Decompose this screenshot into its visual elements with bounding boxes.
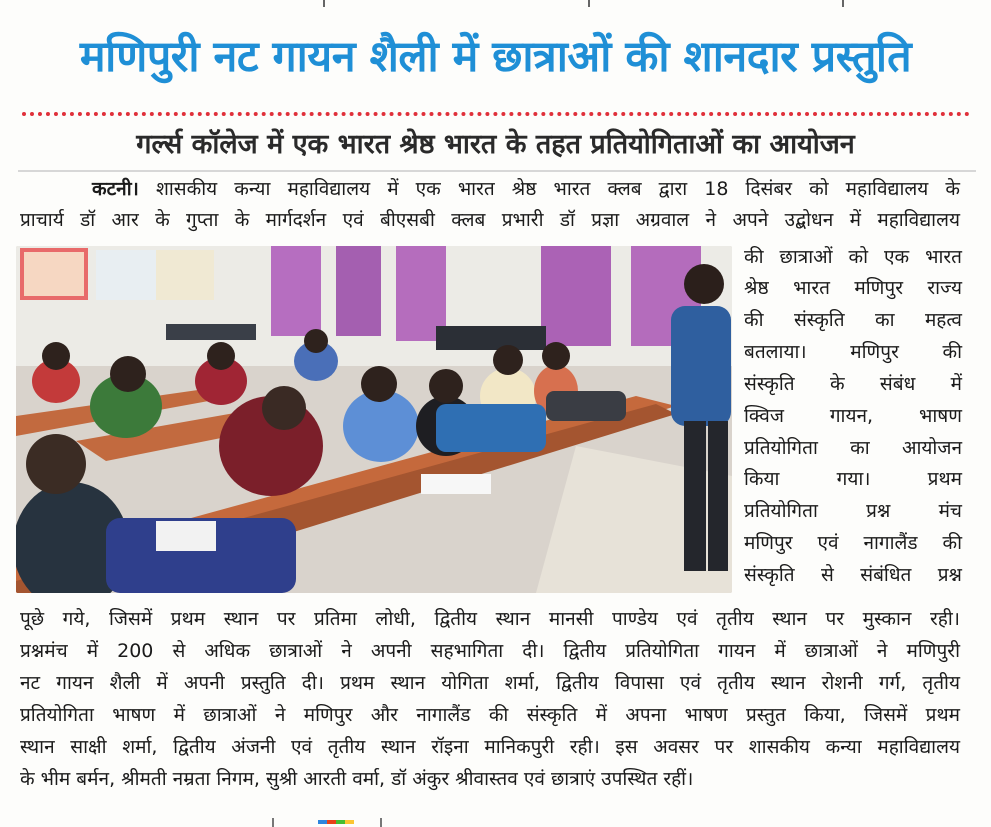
classroom-photo [16,246,732,593]
headline: मणिपुरी नट गायन शैली में छात्राओं की शानदार प्रस्तुति [79,32,912,82]
column-tick [380,818,382,827]
column-tick [272,818,274,827]
column-line: क्विज गायन, भाषण [744,405,962,427]
column-tick [842,0,844,7]
article-line: स्थान साक्षी शर्मा, द्वितीय अंजनी एवं तृतीय स्थान रॉइना मानिकपुरी रही। इस अवसर पर शासकीय कन्या महाविद्यालय [20,736,960,758]
column-line: संस्कृति से संबंधित प्रश्न [744,564,962,586]
column-line: मणिपुर एवं नागालैंड की [744,532,962,554]
column-line: संस्कृति के संबंध में [744,373,962,395]
column-line: किया गया। प्रथम [744,468,962,490]
article-line: के भीम बर्मन, श्रीमती नम्रता निगम, सुश्री आरती वर्मा, डॉ अंकुर श्रीवास्तव एवं छात्राएं उपस्थित रहीं। [20,768,694,790]
column-tick [323,0,325,7]
column-line: प्रतियोगिता प्रश्न मंच [744,500,962,522]
column-line: की छात्राओं को एक भारत [744,246,962,268]
top-rule [0,0,991,10]
article-line: प्रश्नमंच में 200 से अधिक छात्राओं ने अपनी सहभागिता दी। द्वितीय प्रतियोगिता गायन में छात्राओं ने मणिपुरी [20,640,960,662]
article-line [20,177,960,201]
article-line: प्राचार्य डॉ आर के गुप्ता के मार्गदर्शन एवं बीएसबी क्लब प्रभारी डॉ प्रज्ञा अग्रवाल ने अपने उद्बोधन में महाविद्यालय [20,209,960,231]
column-line: प्रतियोगिता का आयोजन [744,437,962,459]
dotted-divider [22,112,970,116]
subheadline: गर्ल्स कॉलेज में एक भारत श्रेष्ठ भारत के तहत प्रतियोगिताओं का आयोजन [136,129,855,160]
article-line: प्रतियोगिता भाषण में छात्राओं ने मणिपुर और नागालैंड की संस्कृति में अपना भाषण प्रस्तुत किया, जिसमें प्रथम [20,704,960,726]
subheadline-rule [18,170,976,172]
article-text: शासकीय कन्या महाविद्यालय में एक भारत श्रेष्ठ भारत क्लब द्वारा 18 दिसंबर को महाविद्यालय के [155,178,961,200]
column-line: श्रेष्ठ भारत मणिपुर राज्य [744,277,962,299]
article-line: नट गायन शैली में अपनी प्रस्तुति दी। प्रथम स्थान योगिता शर्मा, द्वितीय विपासा एवं तृतीय स्थान रोशनी गर्ग, तृतीय [20,672,960,694]
color-bar-mark [318,820,354,824]
article-line: पूछे गये, जिसमें प्रथम स्थान पर प्रतिमा लोधी, द्वितीय स्थान मानसी पाण्डेय एवं तृतीय स्थान पर मुस्कान रही। [20,608,960,630]
column-line: बतलाया। मणिपुर की [744,341,962,363]
column-tick [588,0,590,7]
dateline: कटनी। [92,178,139,200]
column-line: की संस्कृति का महत्व [744,309,962,331]
news-photo [16,246,732,593]
